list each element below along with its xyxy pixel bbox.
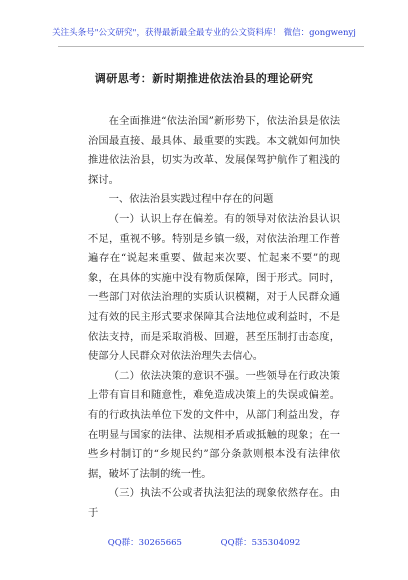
paragraph-1: （一）认识上存在偏差。有的领导对依法治县认识不足，重视不够。特别是乡镇一级，对依法治理工作普遍存在“说起来重要、做起来次要、忙起来不要”的现象，在具体的实施中没有物质保障，图于形式。同时，一些部门对依法治理的实质认识模糊，对于人民群众通过有效的民主形式要求保障其合法地位或利益时，不是依法支持，而是采取消极、回避，甚至压制打击态度，使部分人民群众对依法治理失去信心。 [88,212,340,363]
paragraph-intro: 在全面推进“依法治国”新形势下，依法治县是依法治国最直接、最具体、最重要的实践。本文就如何加快推进依法治县，切实为改革、发展保驾护航作了粗浅的探讨。 [88,115,340,186]
document-title: 调研思考：新时期推进依法治县的理论研究 [94,72,314,85]
footer-qq-group-2: QQ群：535304092 [220,538,301,548]
document-body [88,112,340,523]
section-heading: 一、依法治县实践过程中存在的问题 [108,193,274,206]
page-header-promo: 关注头条号"公文研究"，获得最新最全最专业的公文资料库！ 微信：gongwenyj [52,28,356,38]
footer-qq-group-1: QQ群：30265665 [107,538,182,548]
page-footer [0,536,408,548]
paragraph-2: （二）依法决策的意识不强。一些领导在行政决策上带有盲目和随意性，难免造成决策上的失误或偏差。有的行政执法单位下发的文件中，从部门利益出发，存在明显与国家的法律、法规相矛盾或抵触的现象；在一些乡村制订的“乡规民约”部分条款则根本没有法律依据，破坏了法制的统一性。 [88,369,340,480]
header-divider [58,46,364,47]
paragraph-3: （三）执法不公或者执法犯法的现象依然存在。由于 [88,487,340,519]
